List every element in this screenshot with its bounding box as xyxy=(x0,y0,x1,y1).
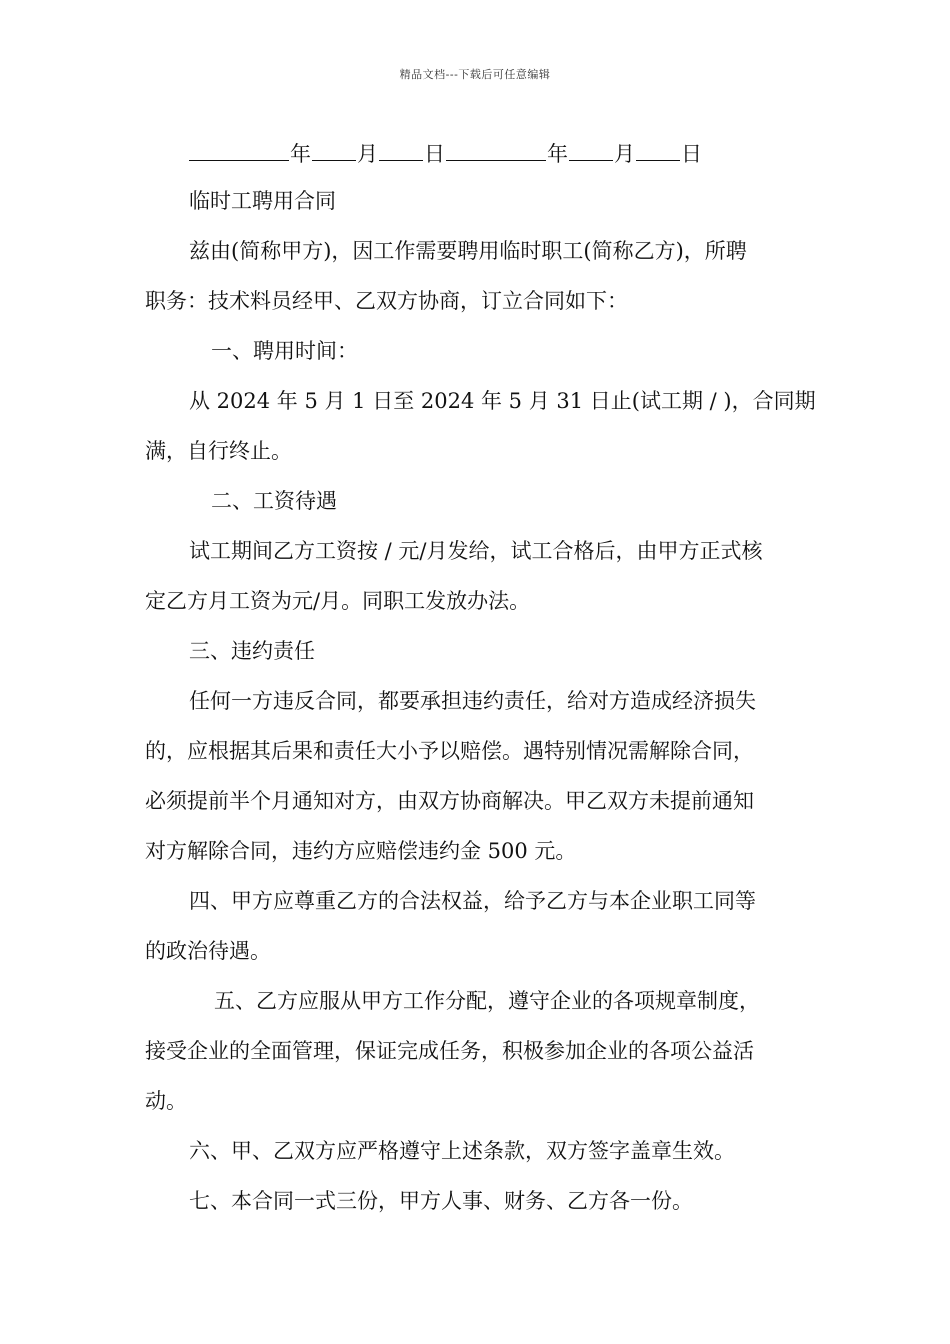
section4-line-1: 四、甲方应尊重乙方的合法权益，给予乙方与本企业职工同等 xyxy=(189,889,756,913)
section3-heading: 三、违约责任 xyxy=(189,639,315,663)
document-title: 临时工聘用合同 xyxy=(189,189,336,213)
section5-line-1: 五、乙方应服从甲方工作分配，遵守企业的各项规章制度， xyxy=(214,989,760,1013)
month-label-2: 月 xyxy=(614,142,635,166)
year-label-1: 年 xyxy=(290,142,311,166)
month-label-1: 月 xyxy=(357,142,378,166)
day-label-1: 日 xyxy=(424,142,445,166)
section2-heading: 二、工资待遇 xyxy=(211,489,337,513)
section4-line-2: 的政治待遇。 xyxy=(145,939,271,963)
section5-line-2: 接受企业的全面管理，保证完成任务，积极参加企业的各项公益活 xyxy=(145,1039,754,1063)
section2-line-2: 定乙方月工资为元/月。同职工发放办法。 xyxy=(145,589,531,613)
day-label-2: 日 xyxy=(681,142,702,166)
section1-line-1: 从 2024 年 5 月 1 日至 2024 年 5 月 31 日止(试工期 / )，合同期 xyxy=(189,389,816,413)
date-line xyxy=(189,138,859,169)
section1-heading: 一、聘用时间： xyxy=(211,339,358,363)
year-blank-2 xyxy=(446,138,546,161)
section3-line-3: 必须提前半个月通知对方，由双方协商解决。甲乙双方未提前通知 xyxy=(145,789,754,813)
section5-line-3: 动。 xyxy=(145,1089,187,1113)
section2-line-1: 试工期间乙方工资按 / 元/月发给，试工合格后，由甲方正式核 xyxy=(189,539,763,563)
section3-line-4: 对方解除合同，违约方应赔偿违约金 500 元。 xyxy=(145,839,577,863)
section6-line-1: 六、甲、乙双方应严格遵守上述条款，双方签字盖章生效。 xyxy=(189,1139,735,1163)
page-header: 精品文档---下载后可任意编辑 xyxy=(399,68,551,81)
section3-line-2: 的，应根据其后果和责任大小予以赔偿。遇特别情况需解除合同， xyxy=(145,739,754,763)
section3-line-1: 任何一方违反合同，都要承担违约责任，给对方造成经济损失 xyxy=(189,689,756,713)
section1-line-2: 满，自行终止。 xyxy=(145,439,292,463)
day-blank-1 xyxy=(379,138,423,161)
section7-line-1: 七、本合同一式三份，甲方人事、财务、乙方各一份。 xyxy=(189,1189,693,1213)
month-blank-2 xyxy=(569,138,613,161)
year-label-2: 年 xyxy=(547,142,568,166)
intro-line-2: 职务：技术料员经甲、乙双方协商，订立合同如下： xyxy=(145,289,628,313)
month-blank-1 xyxy=(312,138,356,161)
year-blank-1 xyxy=(189,138,289,161)
day-blank-2 xyxy=(636,138,680,161)
intro-line-1: 兹由(简称甲方)，因工作需要聘用临时职工(简称乙方)，所聘 xyxy=(189,239,747,263)
